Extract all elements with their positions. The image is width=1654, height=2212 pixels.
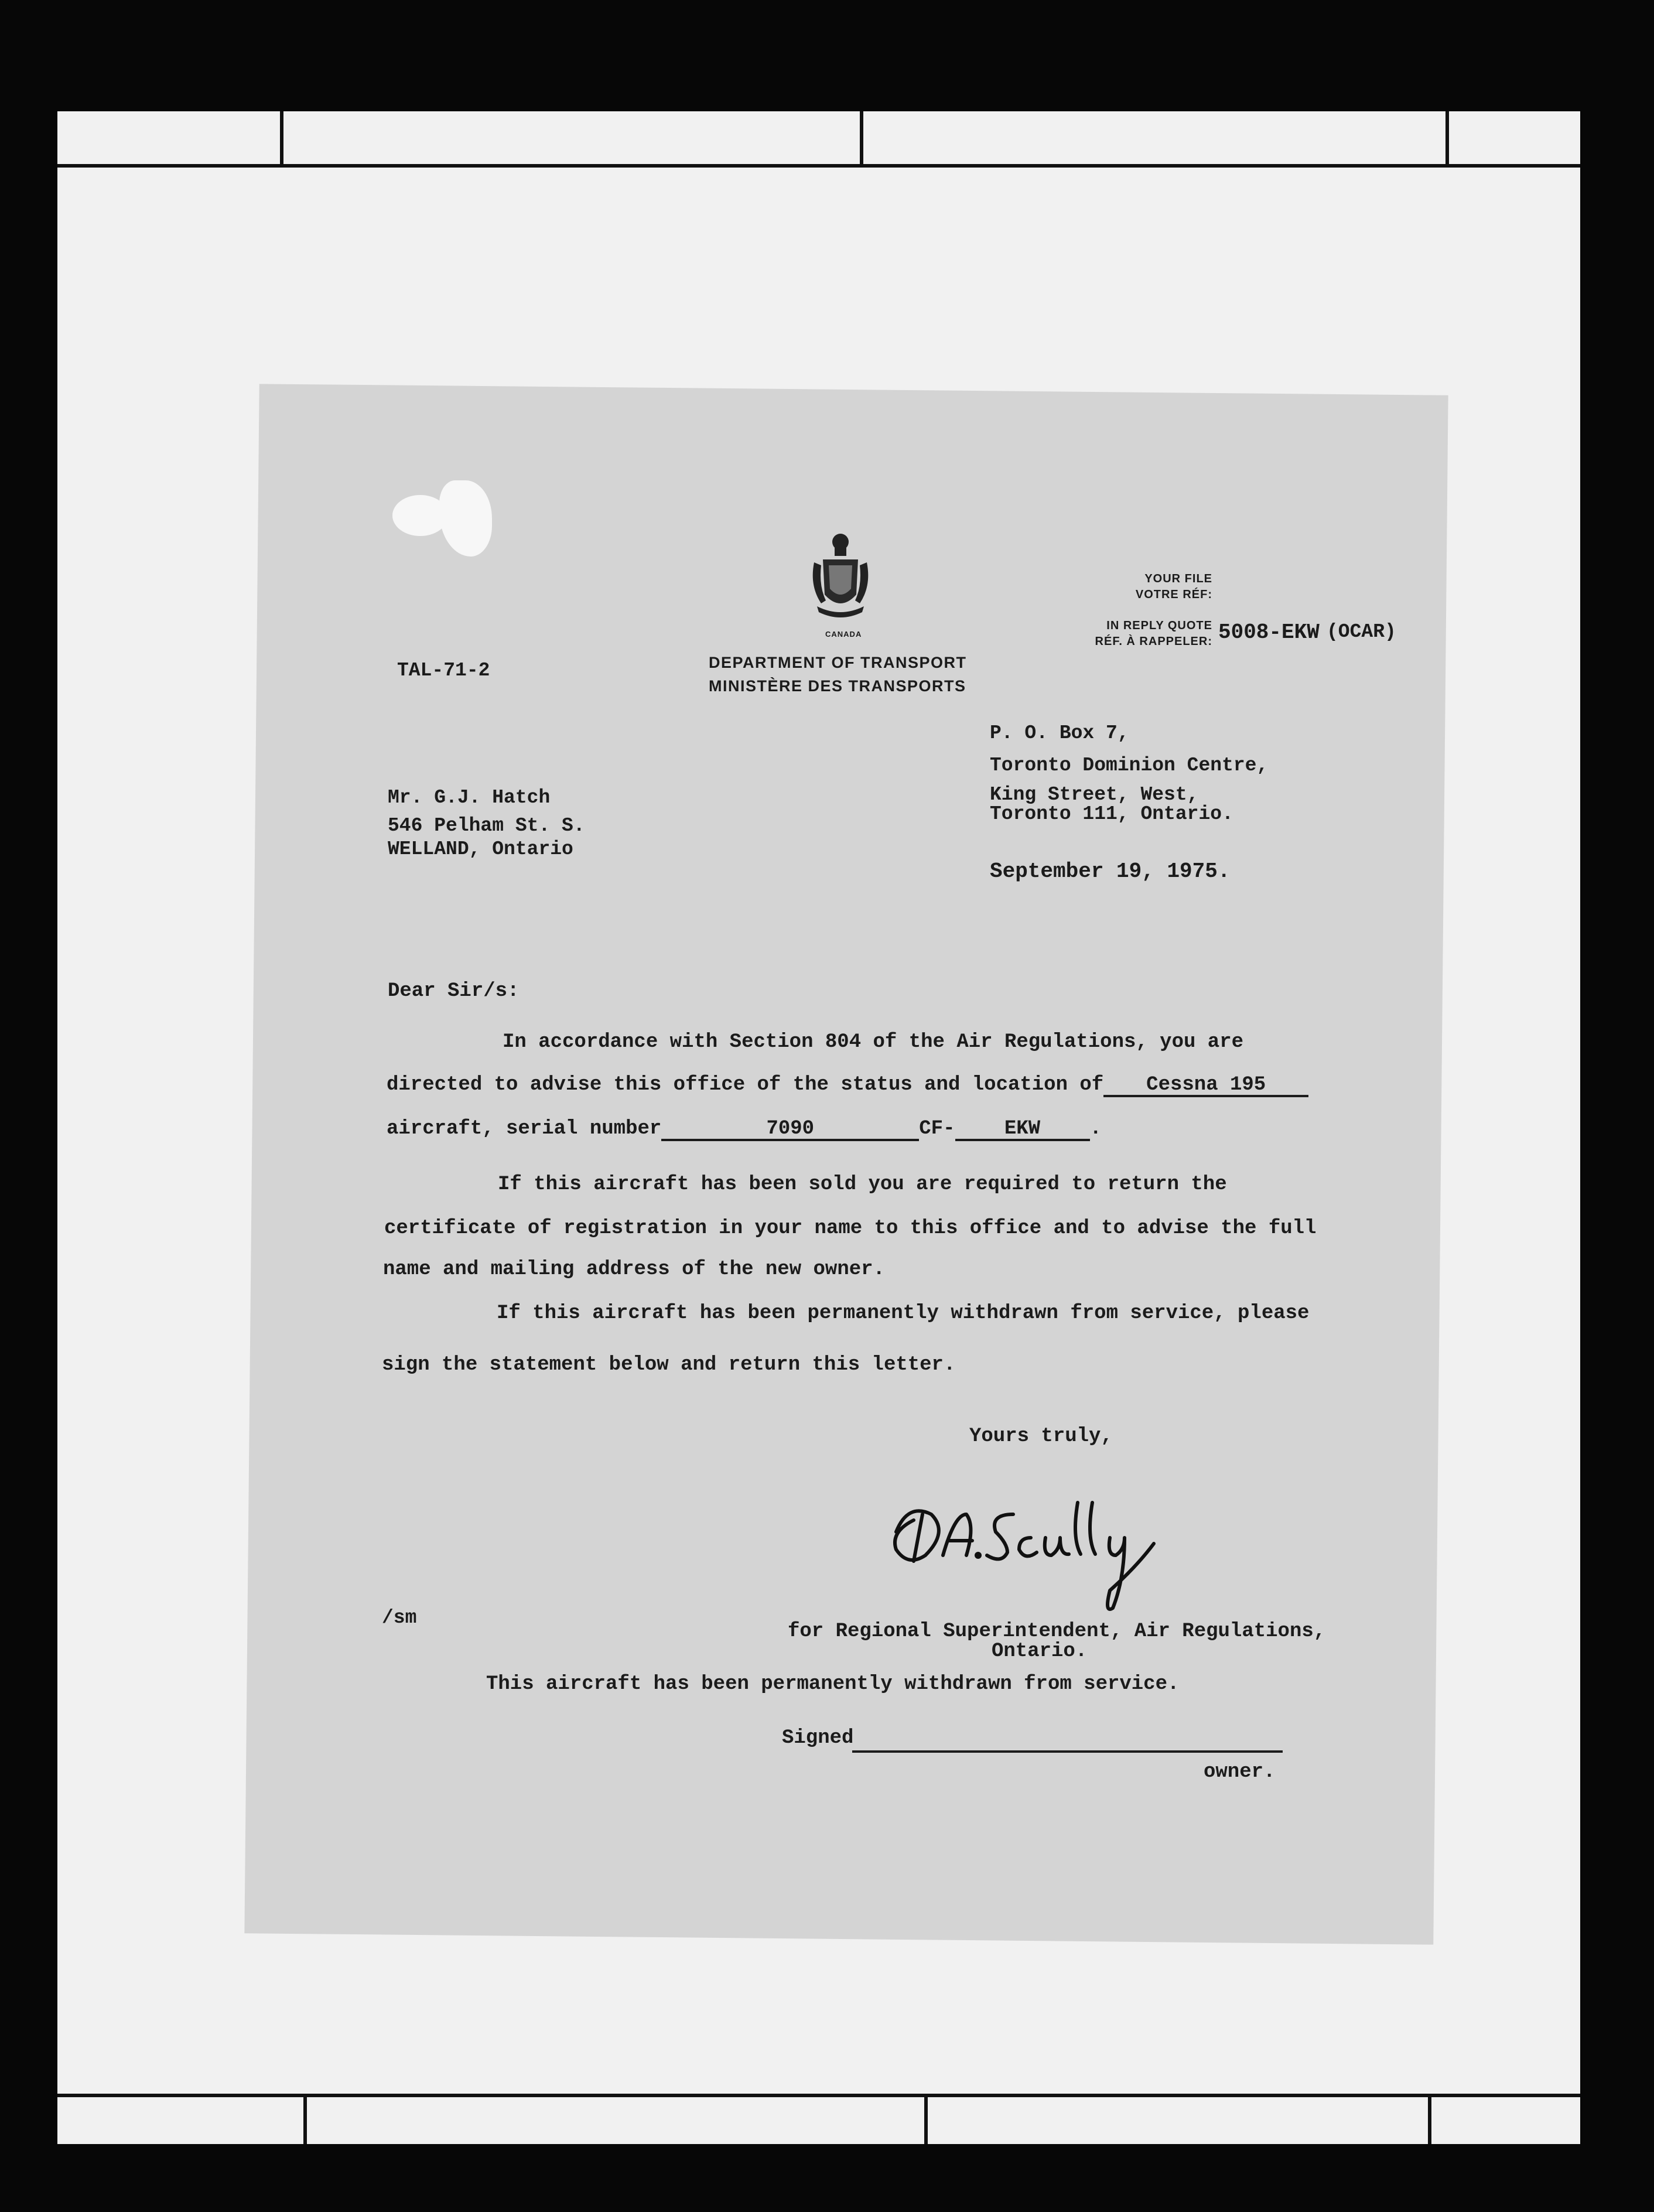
reply-reference: 5008-EKW [1218, 620, 1320, 644]
registration-field: EKW [955, 1119, 1090, 1141]
signer-title-line: Ontario. [992, 1640, 1088, 1663]
body-paragraph-line: If this aircraft has been permanently withdrawn from service, please [497, 1302, 1310, 1325]
frame-divider [280, 111, 283, 164]
file-reference-id: TAL-71-2 [397, 660, 490, 681]
sender-address-line: King Street, West, [990, 784, 1199, 805]
canada-crest-icon [808, 530, 873, 633]
recipient-street: 546 Pelham St. S. [388, 815, 585, 837]
typist-initials: /sm [382, 1607, 417, 1629]
frame-divider [924, 2097, 928, 2144]
film-strip-bottom [57, 2094, 1580, 2144]
body-paragraph-line: directed to advise this office of the status and location of Cessna 195 [387, 1075, 1308, 1097]
recipient-name: Mr. G.J. Hatch [388, 787, 551, 808]
frame-divider [303, 2097, 307, 2144]
frame-divider [860, 111, 863, 164]
signer-title-line: for Regional Superintendent, Air Regulations, [788, 1620, 1326, 1643]
reply-reference-note: (OCAR) [1327, 621, 1396, 643]
body-paragraph-line: certificate of registration in your name to this office and to advise the full [384, 1217, 1317, 1240]
body-paragraph-line: If this aircraft has been sold you are required to return the [498, 1173, 1227, 1196]
ref-rappeler-label: RÉF. À RAPPELER: [1095, 635, 1212, 648]
frame-divider [1445, 111, 1449, 164]
body-paragraph-line: name and mailing address of the new owner. [383, 1258, 885, 1281]
department-name-en: DEPARTMENT OF TRANSPORT [709, 654, 967, 671]
valediction: Yours truly, [969, 1425, 1113, 1448]
salutation: Dear Sir/s: [388, 980, 520, 1002]
sender-address-line: Toronto 111, Ontario. [990, 803, 1233, 825]
body-paragraph-line: In accordance with Section 804 of the Air Regulations, you are [503, 1031, 1244, 1053]
department-name-fr: MINISTÈRE DES TRANSPORTS [709, 677, 966, 695]
film-strip-top [57, 111, 1580, 168]
sender-address-line: P. O. Box 7, [990, 722, 1129, 744]
votre-ref-label: VOTRE RÉF: [1135, 588, 1212, 601]
body-paragraph-line: aircraft, serial number 7090 CF- EKW . [387, 1118, 1102, 1140]
body-paragraph-line: sign the statement below and return this letter. [382, 1354, 956, 1376]
in-reply-label: IN REPLY QUOTE [1106, 619, 1212, 632]
owner-label: owner. [1204, 1761, 1276, 1783]
frame-divider [1428, 2097, 1431, 2144]
handwritten-signature [879, 1479, 1218, 1620]
aircraft-type-field: Cessna 195 [1103, 1075, 1308, 1097]
serial-number-field: 7090 [661, 1119, 919, 1141]
crest-caption: CANADA [825, 630, 862, 639]
withdrawal-statement: This aircraft has been permanently withdrawn from service. [486, 1673, 1180, 1695]
letter-date: September 19, 1975. [990, 859, 1231, 883]
sender-address-line: Toronto Dominion Centre, [990, 755, 1269, 776]
recipient-city: WELLAND, Ontario [388, 838, 573, 860]
signed-label: Signed [782, 1727, 854, 1749]
signature-line [852, 1750, 1283, 1753]
your-file-label: YOUR FILE [1144, 572, 1212, 585]
